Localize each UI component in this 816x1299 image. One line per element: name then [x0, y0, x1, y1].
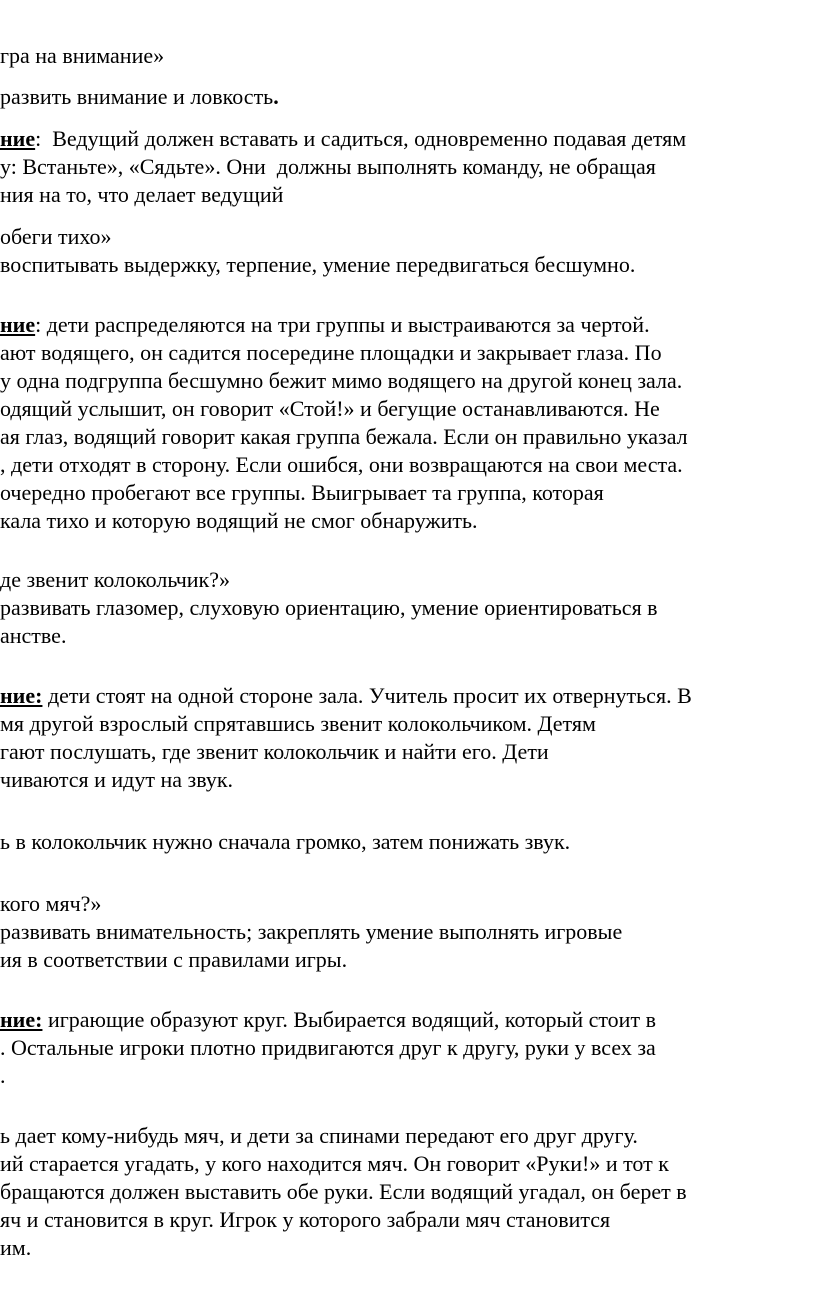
text-line: . Остальные игроки плотно придвигаются друг к другу, руки у всех за — [0, 1035, 656, 1060]
text-line: развивать внимательность; закреплять умение выполнять игровые — [0, 919, 623, 944]
text-line: ая глаз, водящий говорит какая группа бежала. Если он правильно указал — [0, 424, 688, 449]
text-line: ние: играющие образуют круг. Выбирается водящий, который стоит в — [0, 1007, 656, 1032]
text-line: гают послушать, где звенит колокольчик и найти его. Дети — [0, 739, 549, 764]
text-line: де звенит колокольчик?» — [0, 567, 231, 592]
text-line: ние: дети стоят на одной стороне зала. Учитель просит их отвернуться. В — [0, 683, 692, 708]
text-line: анстве. — [0, 623, 67, 648]
text-line: ние: дети распределяются на три группы и выстраиваются за чертой. — [0, 312, 650, 337]
text-line: развивать глазомер, слуховую ориентацию, умение ориентироваться в — [0, 595, 658, 620]
text-line: ают водящего, он садится посередине площадки и закрывает глаза. По — [0, 340, 662, 365]
text-line: кала тихо и которую водящий не смог обнаружить. — [0, 508, 478, 533]
text-line: одящий услышит, он говорит «Стой!» и бегущие останавливаются. Не — [0, 396, 660, 421]
text-line: гра на внимание» — [0, 43, 165, 68]
text-line: мя другой взрослый спрятавшись звенит колокольчиком. Детям — [0, 711, 596, 736]
text-line: ния на то, что делает ведущий — [0, 182, 284, 207]
text-line: . — [0, 1063, 6, 1088]
description-heading: ние — [0, 312, 36, 337]
text-line: ь в колокольчик нужно сначала громко, затем понижать звук. — [0, 829, 571, 854]
text-line: развить внимание и ловкость. — [0, 84, 279, 109]
text-line: очередно пробегают все группы. Выигрывает та группа, которая — [0, 480, 604, 505]
text-line: кого мяч?» — [0, 891, 102, 916]
text-line: чиваются и идут на звук. — [0, 767, 234, 792]
text-line: ние: Ведущий должен вставать и садиться, одновременно подавая детям — [0, 126, 687, 151]
text-line: ия в соответствии с правилами игры. — [0, 947, 348, 972]
text-line: , дети отходят в сторону. Если ошибся, они возвращаются на свои места. — [0, 452, 683, 477]
text-line: бращаются должен выставить обе руки. Если водящий угадал, он берет в — [0, 1179, 687, 1204]
description-heading: ние: — [0, 1007, 43, 1032]
text-line: воспитывать выдержку, терпение, умение передвигаться бесшумно. — [0, 252, 636, 277]
text-line: им. — [0, 1235, 32, 1260]
description-heading: ние: — [0, 683, 43, 708]
text-line: у: Встаньте», «Сядьте». Они должны выполнять команду, не обращая — [0, 154, 656, 179]
description-heading: ние — [0, 126, 36, 151]
text-line: обеги тихо» — [0, 224, 112, 249]
text-line: у одна подгруппа бесшумно бежит мимо водящего на другой конец зала. — [0, 368, 683, 393]
text-line: яч и становится в круг. Игрок у которого забрали мяч становится — [0, 1207, 611, 1232]
text-line: ь дает кому-нибудь мяч, и дети за спинами передают его друг другу. — [0, 1123, 638, 1148]
text-line: ий старается угадать, у кого находится мяч. Он говорит «Руки!» и тот к — [0, 1151, 669, 1176]
